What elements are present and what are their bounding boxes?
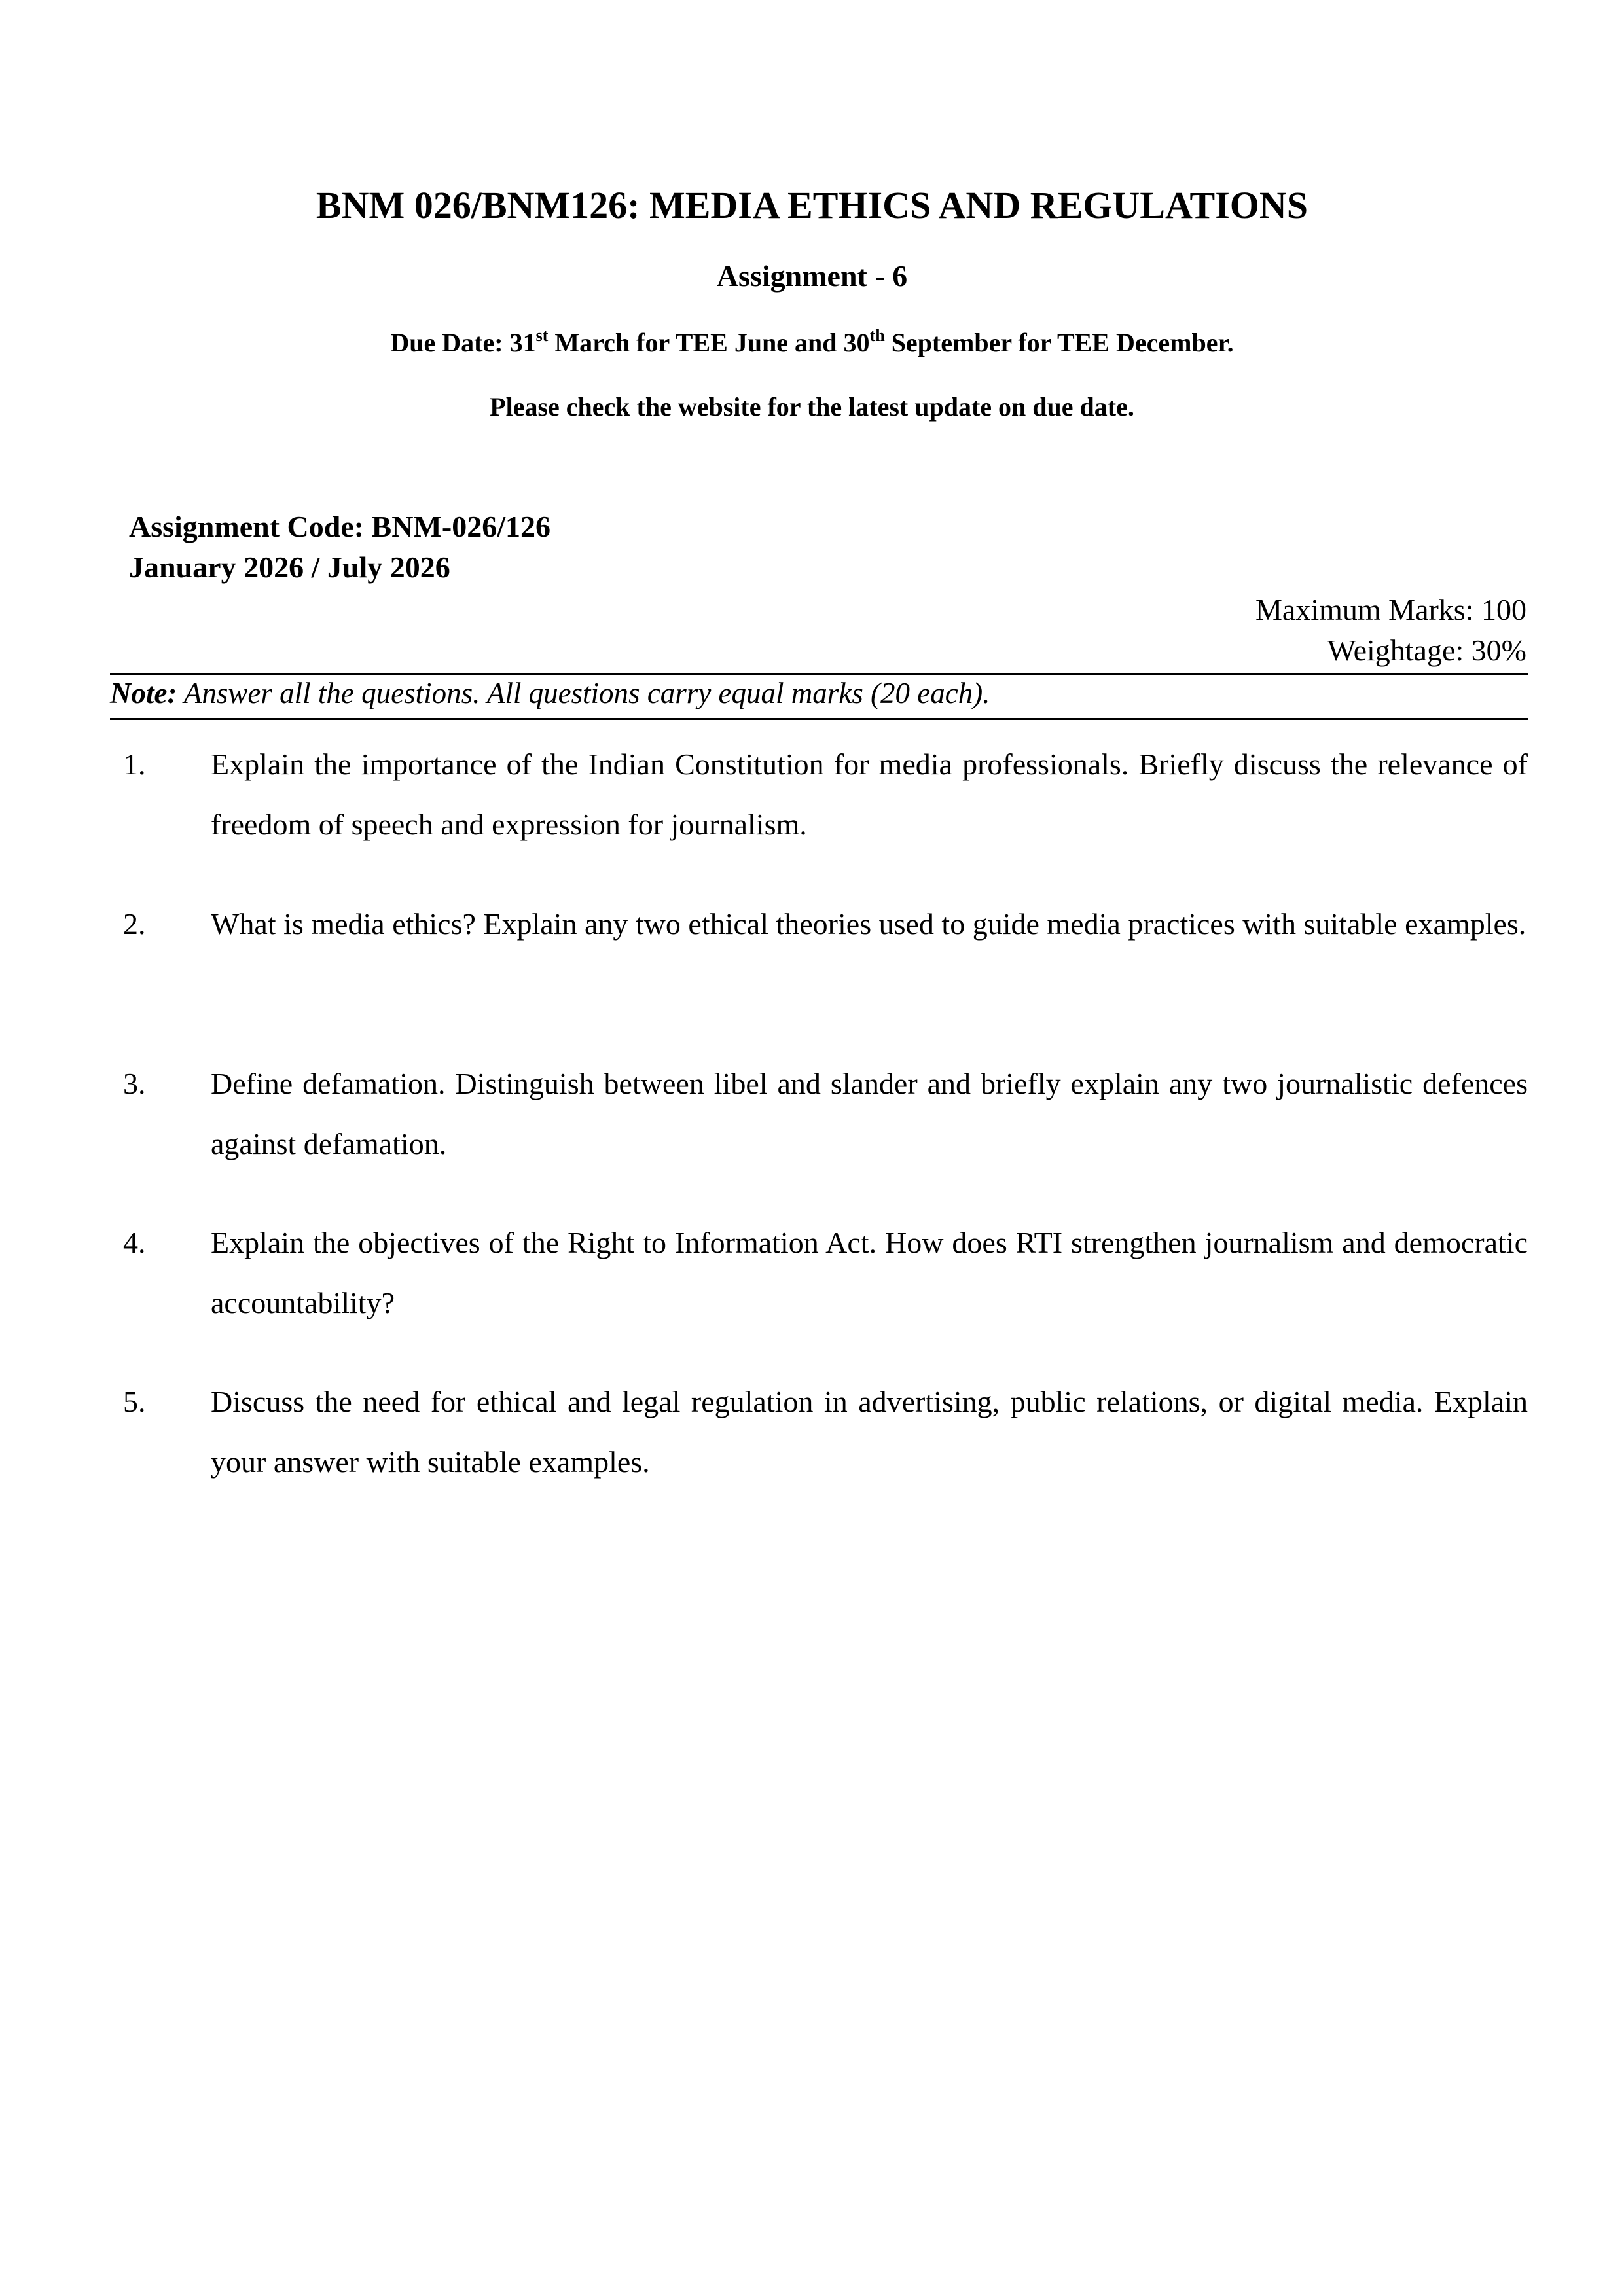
divider-top: [110, 673, 1528, 675]
session: January 2026 / July 2026: [129, 550, 450, 584]
note-label: Note:: [110, 677, 177, 709]
due-date: [0, 327, 1624, 358]
note-text: Answer all the questions. All questions carry equal marks (20 each).: [177, 677, 990, 709]
question-text: What is media ethics? Explain any two ethical theories used to guide media practices with suitable examples.: [211, 907, 1526, 941]
due-date-middle: March for TEE June and 30: [548, 328, 870, 357]
document-title: BNM 026/BNM126: MEDIA ETHICS AND REGULATIONS: [316, 184, 1308, 226]
assignment-code: Assignment Code: BNM-026/126: [129, 510, 550, 543]
note: [110, 676, 990, 710]
due-date-sup-second: th: [869, 326, 885, 345]
question-text: Discuss the need for ethical and legal regulation in advertising, public relations, or digital media. Explain your answer with suitable examples.: [211, 1385, 1528, 1479]
divider-bottom: [110, 718, 1528, 720]
question-text: Explain the importance of the Indian Constitution for media professionals. Briefly discuss the relevance of freedom of speech and expression for journalism.: [211, 747, 1528, 841]
due-date-prefix: Due Date: 31: [390, 328, 536, 357]
question-number: 1.: [123, 747, 146, 781]
question-number: 3.: [123, 1067, 146, 1100]
due-date-sup-first: st: [535, 326, 549, 345]
weightage: Weightage: 30%: [1327, 634, 1526, 667]
website-notice: Please check the website for the latest update on due date.: [490, 392, 1134, 422]
question-text: Explain the objectives of the Right to Information Act. How does RTI strengthen journalism and democratic accountability?: [211, 1226, 1528, 1319]
question-number: 2.: [123, 907, 146, 941]
question-number: 4.: [123, 1226, 146, 1259]
question-text: Define defamation. Distinguish between libel and slander and briefly explain any two journalistic defences against defamation.: [211, 1067, 1528, 1160]
maximum-marks: Maximum Marks: 100: [1255, 593, 1526, 626]
assignment-number: Assignment - 6: [716, 259, 908, 293]
due-date-suffix: September for TEE December.: [884, 328, 1234, 357]
question-number: 5.: [123, 1385, 146, 1418]
